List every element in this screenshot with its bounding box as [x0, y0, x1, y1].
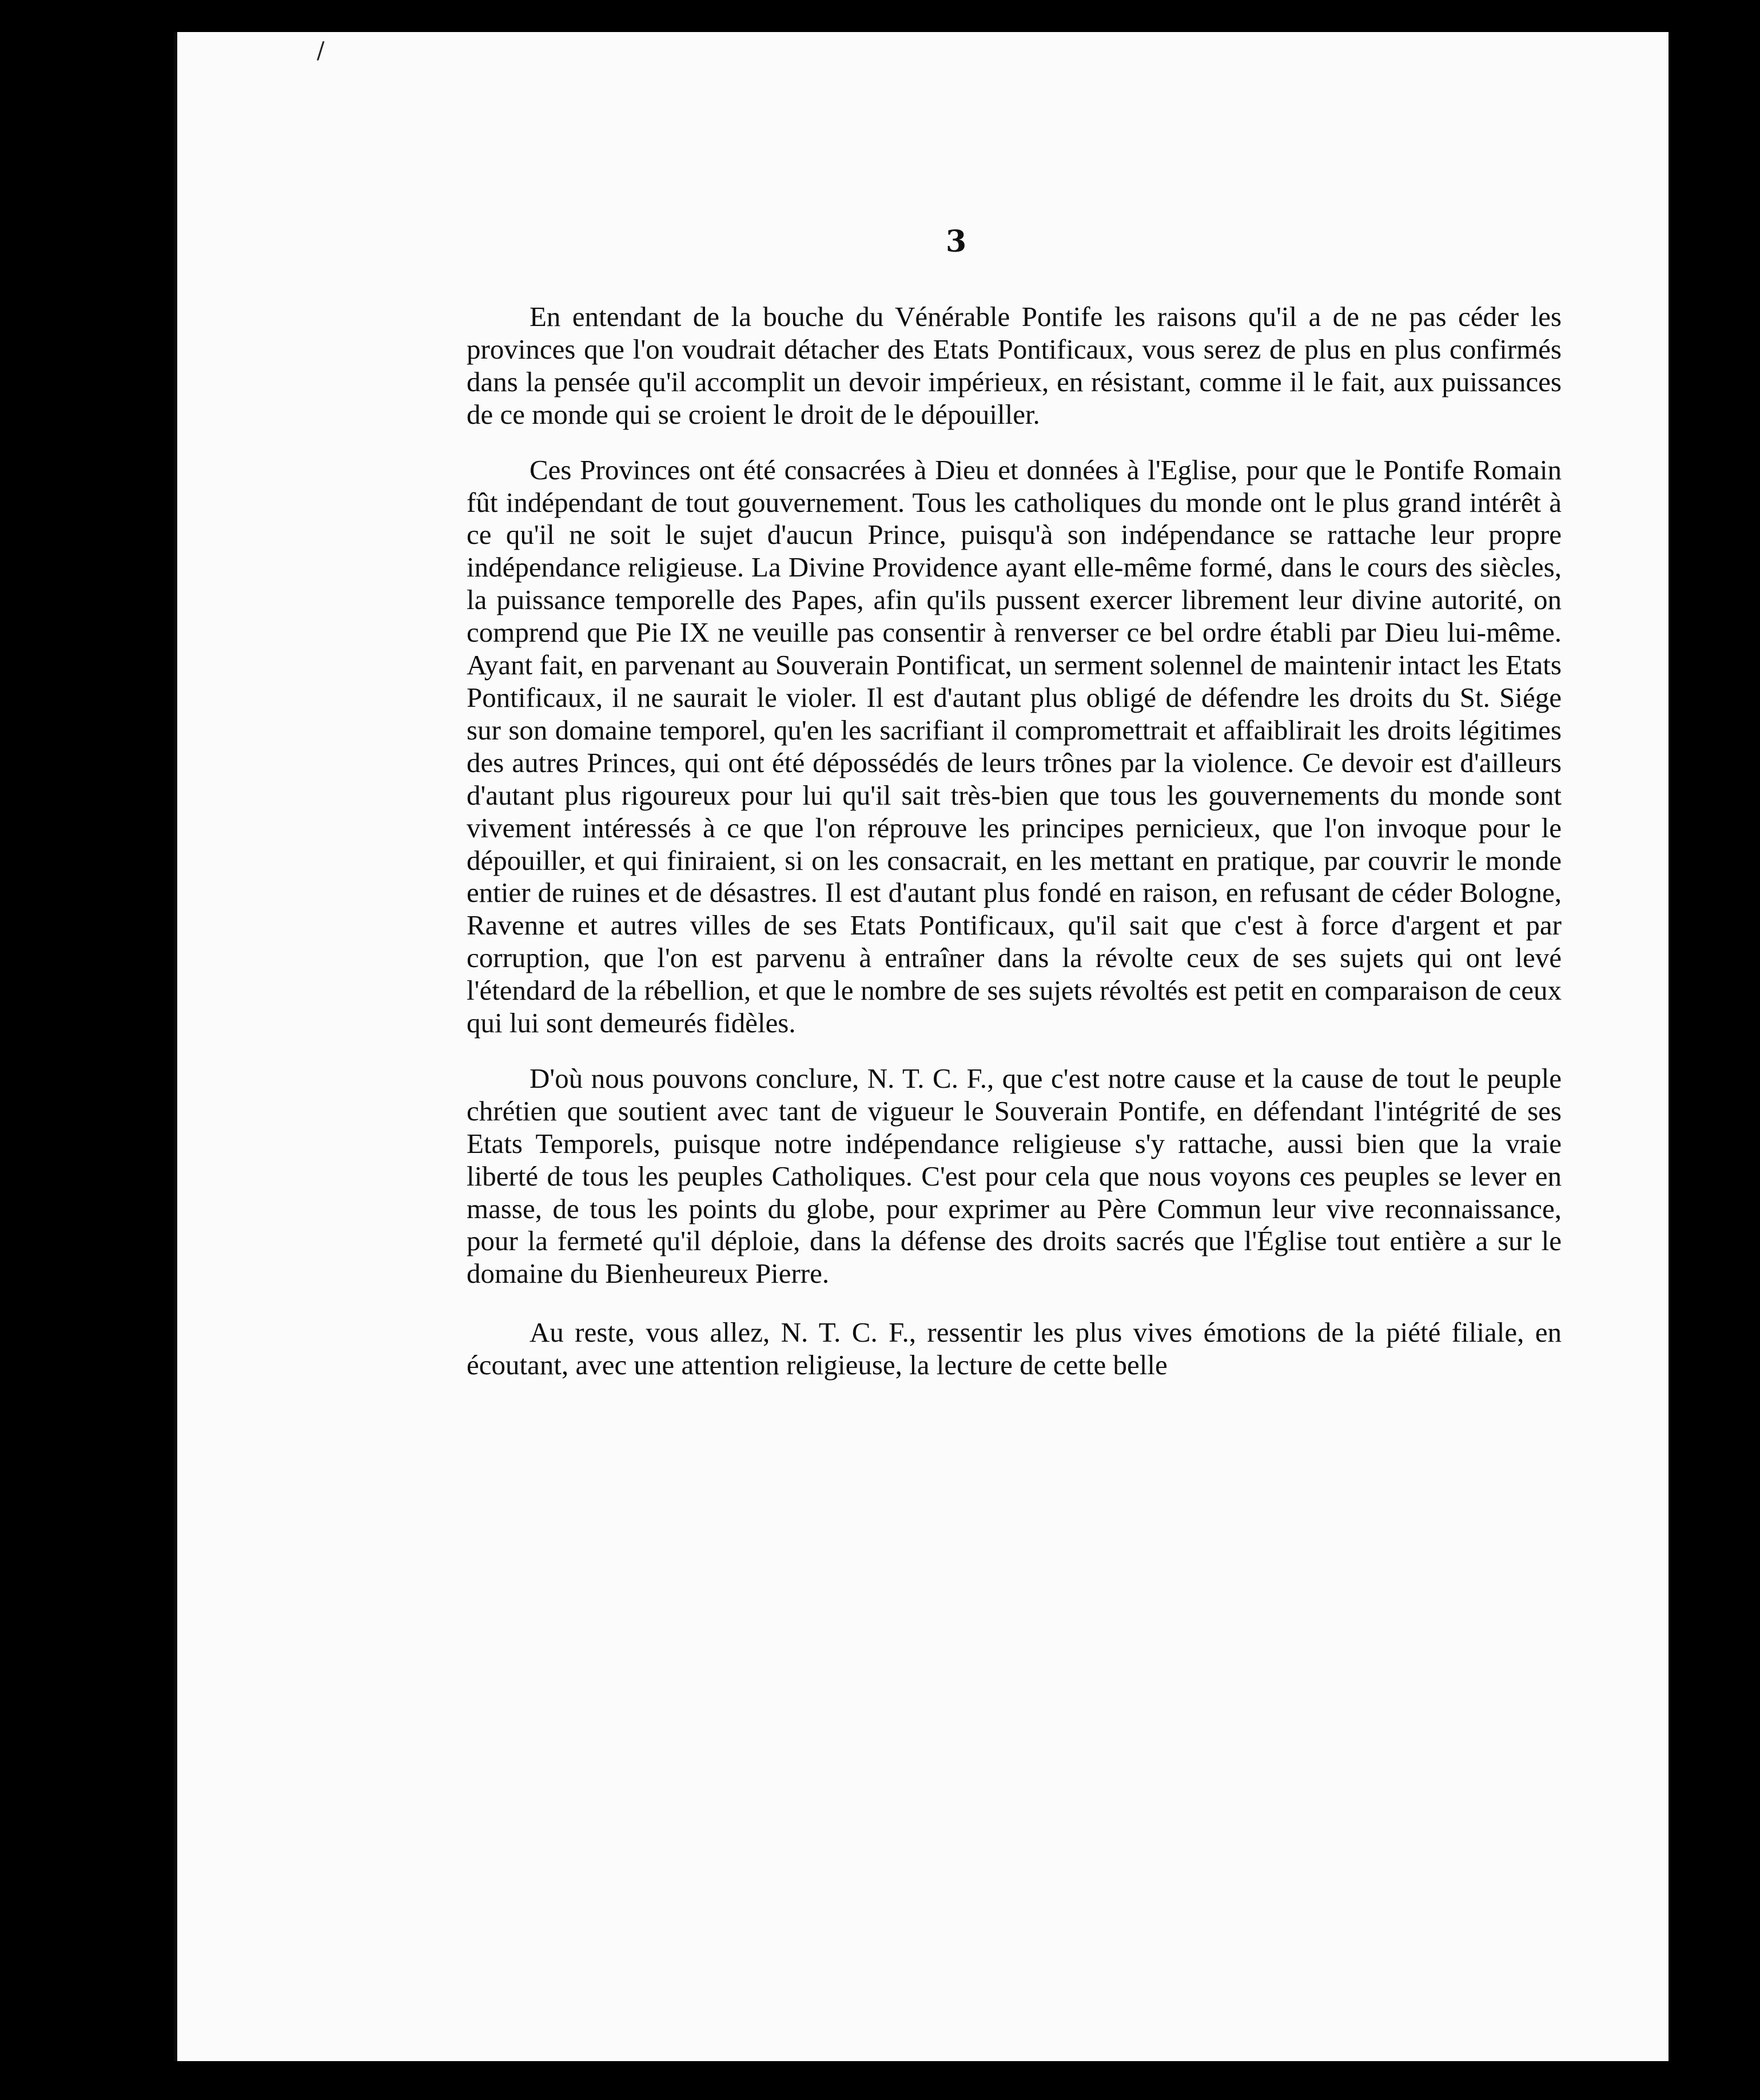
- edge-mark: /: [317, 38, 325, 64]
- paragraph-1: En entendant de la bouche du Vénérable Pontife les raisons qu'il a de ne pas céder les provinces que l'on voudrait détacher des Etats Pontificaux, vous serez de plus en plus confirmés dans la pensée qu'il accomplit un devoir impérieux, en résistant, comme il le fait, aux puissances de ce monde qui se croient le droit de le dépouiller.: [467, 301, 1562, 430]
- paragraph-2: Ces Provinces ont été consacrées à Dieu et données à l'Eglise, pour que le Pontife Romain fût indépendant de tout gouvernement. Tous les catholiques du monde ont le plus grand intérêt à ce qu'il ne soit le sujet d'aucun Prince, puisqu'à son indépendance se rattache leur propre indépendance religieuse. La Divine Providence ayant elle-même formé, dans le cours des siècles, la puissance temporelle des Papes, afin qu'ils pussent exercer librement leur divine autorité, on comprend que Pie IX ne veuille pas consentir à renverser ce bel ordre établi par Dieu lui-même. Ayant fait, en parvenant au Souverain Pontificat, un serment solennel de maintenir intact les Etats Pontificaux, il ne saurait le violer. Il est d'autant plus obligé de défendre les droits du St. Siége sur son domaine temporel, qu'en les sacrifiant il compromettrait et affaiblirait les droits légitimes des autres Princes, qui ont été dépossédés de leurs trônes par la violence. Ce devoir est d'ailleurs d'autant plus rigoureux pour lui qu'il sait très-bien que tous les gouvernements du monde sont vivement intéressés à ce que l'on réprouve les principes pernicieux, que l'on invoque pour le dépouiller, et qui finiraient, si on les consacrait, en les mettant en pratique, par couvrir le monde entier de ruines et de désastres. Il est d'autant plus fondé en raison, en refusant de céder Bologne, Ravenne et autres villes de ses Etats Pontificaux, qu'il sait que c'est à force d'argent et par corruption, que l'on est parvenu à entraîner dans la révolte ceux de ses sujets qui ont levé l'étendard de la rébellion, et que le nombre de ses sujets révoltés est petit en comparaison de ceux qui lui sont demeurés fidèles.: [467, 454, 1562, 1039]
- paragraph-3: D'où nous pouvons conclure, N. T. C. F., que c'est notre cause et la cause de tout le peuple chrétien que soutient avec tant de vigueur le Souverain Pontife, en défendant l'intégrité de ses Etats Temporels, puisque notre indépendance religieuse s'y rattache, aussi bien que la vraie liberté de tous les peuples Catholiques. C'est pour cela que nous voyons ces peuples se lever en masse, de tous les points du globe, pour exprimer au Père Commun leur vive reconnaissance, pour la fermeté qu'il déploie, dans la défense des droits sacrés que l'Église tout entière a sur le domaine du Bienheureux Pierre.: [467, 1062, 1562, 1290]
- page-sheet: [174, 32, 1669, 2061]
- page-edge-line: [174, 32, 177, 2061]
- page-number: 3: [946, 224, 967, 259]
- body-text: [467, 301, 1562, 1405]
- paragraph-4: Au reste, vous allez, N. T. C. F., ressentir les plus vives émotions de la piété filiale, en écoutant, avec une attention religieuse, la lecture de cette belle: [467, 1317, 1562, 1381]
